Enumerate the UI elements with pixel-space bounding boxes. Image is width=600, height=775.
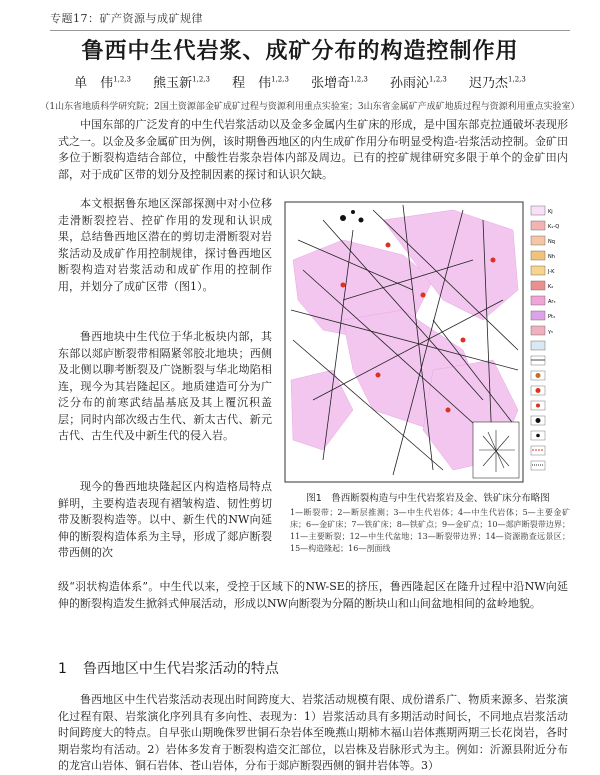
rose-diagram-inset [473, 422, 519, 478]
legend-item [531, 356, 545, 365]
legend-label: Ar₃ [548, 299, 556, 305]
paragraph-setting: 鲁西地块中生代位于华北板块内部，其东部以郯庐断裂带相隔紧邻胶北地块；西侧及北侧以聊考断裂及广饶断裂与华北坳陷相连，现今为其岩隆起区。地质建造可分为广泛分布的前寒武结晶基底及其上覆沉积盖层；同时内部次级古生代、新太古代、新元古代、古生代及中新生代的侵入岩。 [58, 330, 272, 442]
legend-item [531, 281, 545, 290]
author: 熊玉新$^{1,2,3}$ [153, 75, 210, 91]
author: 孙雨沁$^{1,2,3}$ [390, 75, 447, 91]
author: 单 伟$^{1,2,3}$ [74, 75, 131, 91]
legend-item [531, 386, 545, 395]
section-heading [58, 658, 279, 678]
paragraph-magmatism: 鲁西地区中生代岩浆活动表现出时间跨度大、岩浆活动规模有限、成份谱系广、物质来源多、岩浆演化过程有限、岩浆演化序列具有多向性、表现为：1）岩浆活动具有多期活动时间长，不同地点岩浆活动时间跨度大的特点。自早张山期晚侏罗世铜石杂岩体至晚燕山期柿木福山岩体燕期两期三长花岗岩，各时期岩浆均有活动。2）岩体多发育于断裂构造交汇部位，以岩株及岩脉形式为主。例如：沂源县附近分布的龙宫山岩体、铜石岩体、苍山岩体，分布于郯庐断裂西侧的铜井岩体等。3） [58, 693, 568, 772]
deposit-dot [491, 258, 496, 263]
deposit-dot [341, 283, 346, 288]
legend-item [531, 236, 545, 245]
legend-label: J-K [548, 269, 555, 275]
iron-dot [340, 215, 346, 221]
legend-label: Kj [548, 209, 553, 215]
paragraph-method: 本文根据鲁东地区深部探测中对小位移走滑断裂控岩、控矿作用的发现和认识成果，总结鲁西地区潜在的剪切走滑断裂对岩浆活动及成矿作用控制规律，探讨鲁西地区断裂构造对岩浆活动和成矿作用的控制作用，并划分了成矿区带（图1）。 [58, 197, 272, 293]
legend-item [531, 431, 545, 440]
iron-dot [359, 218, 364, 223]
legend-label: Nh [548, 254, 555, 260]
section-title: 鲁西地区中生代岩浆活动的特点 [82, 661, 279, 677]
paragraph-structure: 现今的鲁西地块隆起区内构造格局特点鲜明，主要构造表现有褶皱构造、韧性剪切带及断裂构造等。以中、新生代的NW向延伸的断裂构造体系为主导，形成了郯庐断裂带西侧的次 [58, 480, 272, 559]
paragraph-structure-cont: 级“羽状构造体系”。中生代以来，受控于区域下的NW-SE的挤压，鲁西隆起区在隆升过程中沿NW向延伸的断裂构造发生掀斜式伸展活动，形成以NW向断裂为分隔的断块山和山间盆地相间的盆岭地貌。 [58, 580, 568, 610]
legend-item [531, 296, 545, 305]
legend-label: Pt₃ [548, 314, 555, 320]
iron-dot [351, 210, 355, 214]
running-head: 专题17：矿产资源与成矿规律 [50, 10, 570, 31]
legend-item [531, 251, 545, 260]
legend-item [531, 341, 545, 350]
legend-item [531, 461, 545, 470]
legend-item [531, 416, 545, 425]
author: 张增奇$^{1,2,3}$ [311, 75, 368, 91]
geologic-map-figure [283, 200, 573, 485]
deposit-dot [421, 293, 426, 298]
legend-label: γ₅ [548, 329, 553, 335]
author: 迟乃杰$^{1,2,3}$ [469, 75, 526, 91]
deposit-dot [446, 408, 451, 413]
author-list [0, 72, 600, 91]
figure-caption: 图1 鲁西断裂构造与中生代岩浆岩及金、铁矿床分布略图 [306, 493, 550, 504]
paper-title: 鲁西中生代岩浆、成矿分布的构造控制作用 [81, 39, 519, 64]
map-legend [531, 206, 559, 470]
legend-item [531, 446, 545, 455]
legend-item [531, 206, 545, 215]
legend-label: K₂ [548, 284, 554, 290]
geologic-map [283, 200, 573, 485]
legend-item [531, 401, 545, 410]
legend-item [531, 371, 545, 380]
legend-item [531, 311, 545, 320]
section-number: 1 [58, 661, 67, 677]
paragraph-intro: 中国东部的广泛发育的中生代岩浆活动以及金多金属内生矿床的形成，是中国东部克拉通破坏表现形式之一。以金及多金属矿田为例，该时期鲁西地区的内生成矿作用分布明显受构造-岩浆活动控制。金矿田多位于断裂构造结合部位，中酸性岩浆杂岩体内部及周边。已有的控矿规律研究多限于单个的金矿田内部，对于成矿区带的划分及控制因素的探讨和认识欠缺。 [58, 118, 568, 181]
legend-item [531, 326, 545, 335]
legend-item [531, 266, 545, 275]
deposit-dot [386, 243, 391, 248]
deposit-dot [461, 338, 466, 343]
figure-legend-note: 1—断裂带；2—断层推测；3—中生代岩体；4—中生代岩体；5—主要金矿床；6—金矿床；7—铁矿床；8—铁矿点；9—金矿点；10—郯庐断裂带边界；11—主要断裂；12—中生代盆地；13—断裂带边界；14—资源勘查远景区；15—构造隆起；16—剖面线 [290, 508, 570, 553]
legend-label: K₁-Q [548, 224, 560, 230]
deposit-dot [376, 373, 381, 378]
author: 程 伟$^{1,2,3}$ [232, 75, 289, 91]
affiliation: （1山东省地质科学研究院；2国土资源部金矿成矿过程与资源利用重点实验室；3山东省金属矿产成矿地质过程与资源利用重点实验室） [40, 102, 580, 112]
legend-label: Nq [548, 239, 555, 245]
legend-item [531, 221, 545, 230]
